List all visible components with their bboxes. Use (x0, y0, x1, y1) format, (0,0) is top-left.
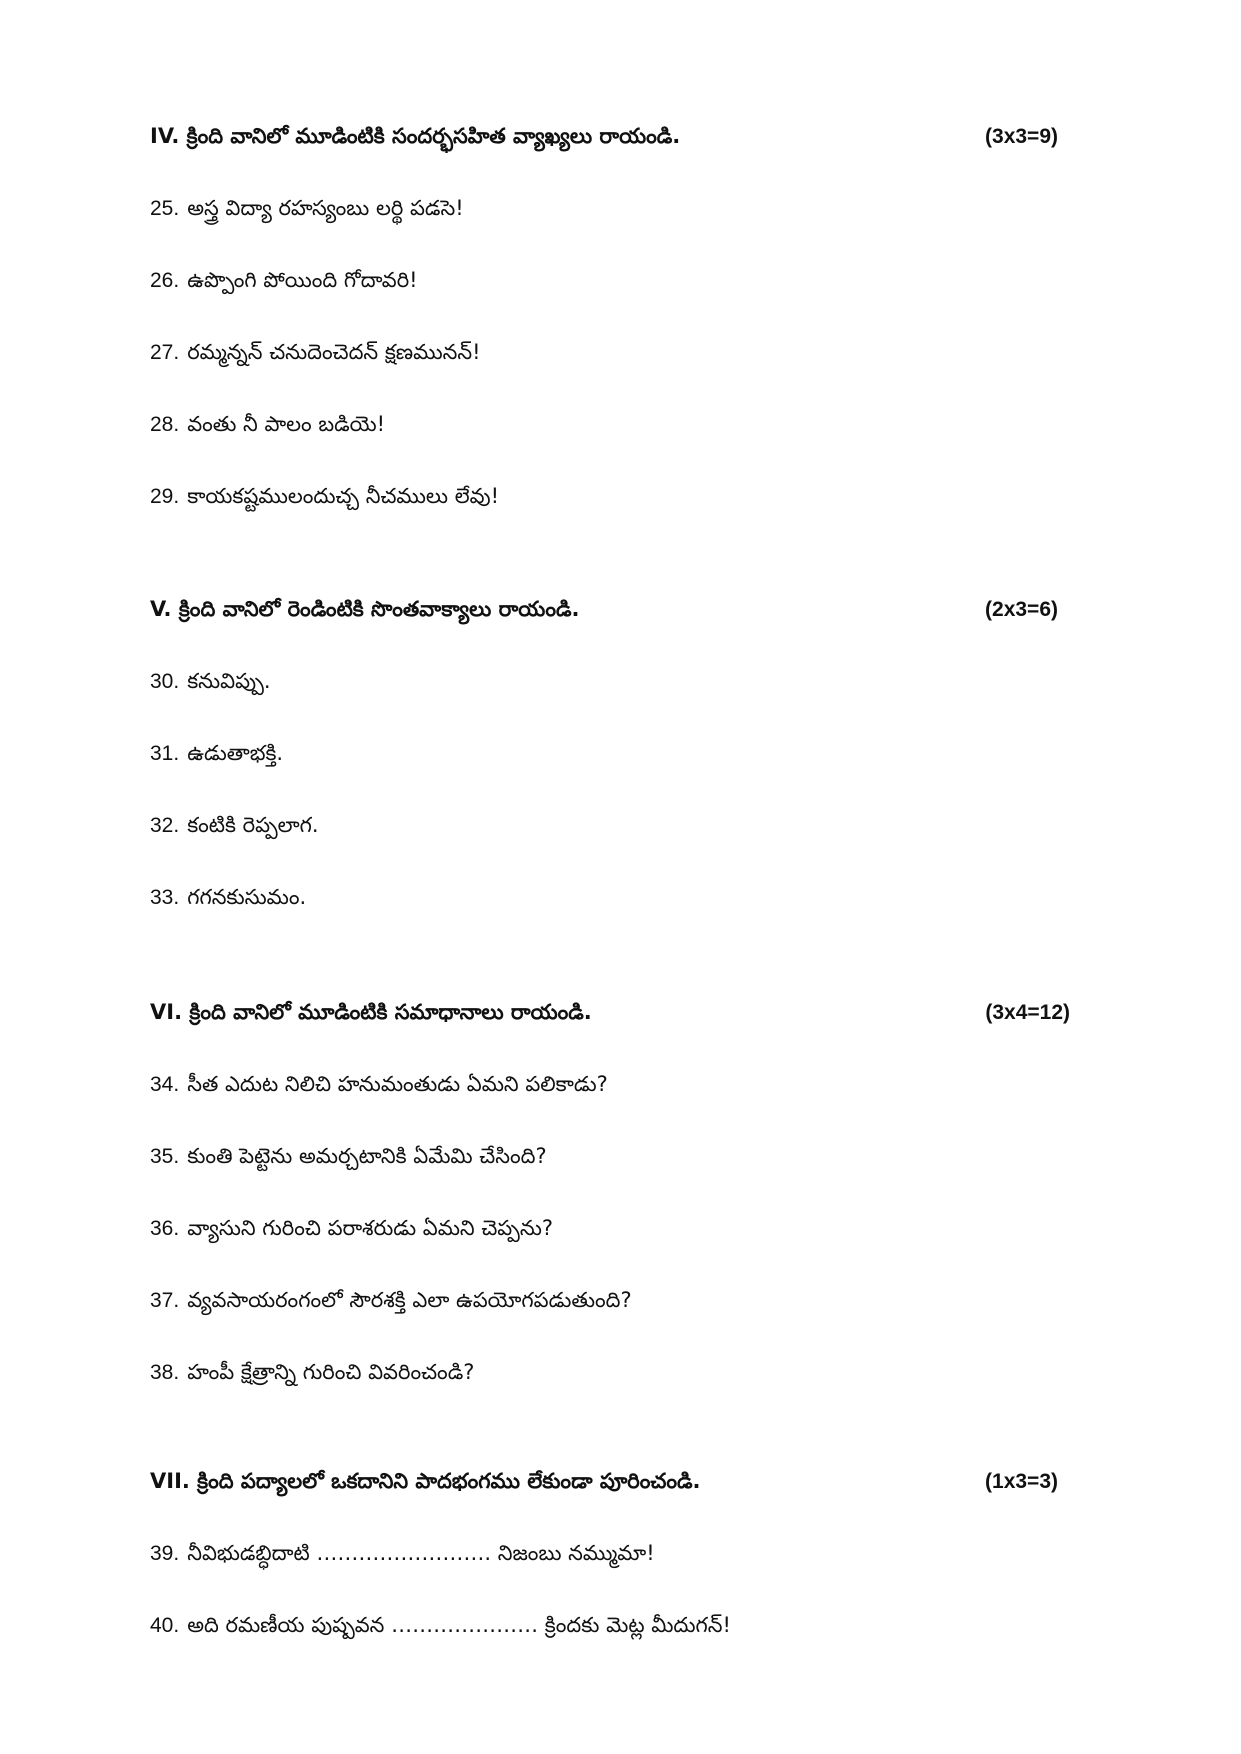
question-list (150, 196, 1070, 556)
question-item (150, 885, 1070, 957)
question-text: హంపీ క్షేత్రాన్ని గురించి వివరించండి? (187, 1360, 475, 1384)
section-iv (150, 124, 1070, 556)
question-item (150, 1288, 1070, 1360)
question-item (150, 412, 1070, 484)
section-title: VI. క్రింది వానిలో మూడింటికి సమాధానాలు రాయండి. (150, 1000, 592, 1024)
question-number: 30. (150, 670, 180, 693)
question-item (150, 669, 1070, 741)
question-number: 25. (150, 197, 180, 220)
question-number: 34. (150, 1073, 180, 1096)
question-list (150, 669, 1070, 957)
question-number: 31. (150, 742, 180, 765)
question-text: అస్త్ర విద్యా రహస్యంబు లర్థి పడసె! (187, 196, 464, 220)
section-header (150, 1000, 1070, 1040)
question-list (150, 1072, 1070, 1432)
section-title: IV. క్రింది వానిలో మూడింటికి సందర్భసహిత వ్యాఖ్యలు రాయండి. (150, 124, 681, 148)
question-text: కనువిప్పు. (187, 669, 271, 693)
question-text: కంటికి రెప్పలాగ. (187, 813, 319, 837)
section-vii (150, 1469, 1070, 1685)
question-item (150, 340, 1070, 412)
question-text: వ్యాసుని గురించి పరాశరుడు ఏమని చెప్పను? (187, 1216, 553, 1240)
section-marks: (2x3=6) (985, 598, 1058, 621)
question-item (150, 484, 1070, 556)
section-header (150, 124, 1070, 164)
question-text: వంతు నీ పాలం బడియె! (187, 412, 386, 436)
section-title: VII. క్రింది పద్యాలలో ఒకదానిని పాదభంగము లేకుండా పూరించండి. (150, 1469, 701, 1493)
question-number: 26. (150, 269, 180, 292)
section-marks: (3x3=9) (985, 125, 1058, 148)
section-title: V. క్రింది వానిలో రెండింటికి సొంతవాక్యాలు రాయండి. (150, 597, 580, 621)
question-number: 40. (150, 1614, 180, 1637)
question-text: సీత ఎదుట నిలిచి హనుమంతుడు ఏమని పలికాడు? (187, 1072, 608, 1096)
question-number: 29. (150, 485, 180, 508)
question-text: కాయకష్టములందుచ్చ నీచములు లేవు! (187, 484, 499, 508)
question-item (150, 1360, 1070, 1432)
question-list (150, 1541, 1070, 1685)
question-number: 37. (150, 1289, 180, 1312)
question-number: 32. (150, 814, 180, 837)
question-text: నీవిభుడబ్ధిదాటి ……………………. నిజంబు నమ్ముమా! (187, 1541, 655, 1565)
section-vi (150, 1000, 1070, 1432)
question-item (150, 813, 1070, 885)
question-number: 38. (150, 1361, 180, 1384)
question-item (150, 1216, 1070, 1288)
question-text: రమ్మన్నన్ చనుదెంచెదన్ క్షణమునన్! (187, 340, 481, 364)
question-text: అది రమణీయ పుష్పవన ………………… క్రిందకు మెట్ల మీదుగన్! (187, 1613, 731, 1637)
question-number: 39. (150, 1542, 180, 1565)
question-item (150, 1541, 1070, 1613)
question-number: 27. (150, 341, 180, 364)
question-item (150, 1613, 1070, 1685)
section-header (150, 597, 1070, 637)
question-item (150, 1144, 1070, 1216)
question-number: 36. (150, 1217, 180, 1240)
question-text: కుంతి పెట్టెను అమర్చటానికి ఏమేమి చేసింది? (187, 1144, 547, 1168)
question-item (150, 196, 1070, 268)
question-text: ఉడుతాభక్తి. (187, 741, 284, 765)
question-number: 33. (150, 886, 180, 909)
question-text: గగనకుసుమం. (187, 885, 307, 909)
question-text: వ్యవసాయరంగంలో సౌరశక్తి ఎలా ఉపయోగపడుతుంది? (187, 1288, 632, 1312)
question-item (150, 268, 1070, 340)
question-number: 35. (150, 1145, 180, 1168)
section-marks: (1x3=3) (985, 1470, 1058, 1493)
section-marks: (3x4=12) (985, 1001, 1070, 1024)
question-item (150, 741, 1070, 813)
section-header (150, 1469, 1070, 1509)
question-text: ఉప్పొంగి పోయింది గోదావరి! (187, 268, 418, 292)
section-v (150, 597, 1070, 957)
question-number: 28. (150, 413, 180, 436)
question-item (150, 1072, 1070, 1144)
